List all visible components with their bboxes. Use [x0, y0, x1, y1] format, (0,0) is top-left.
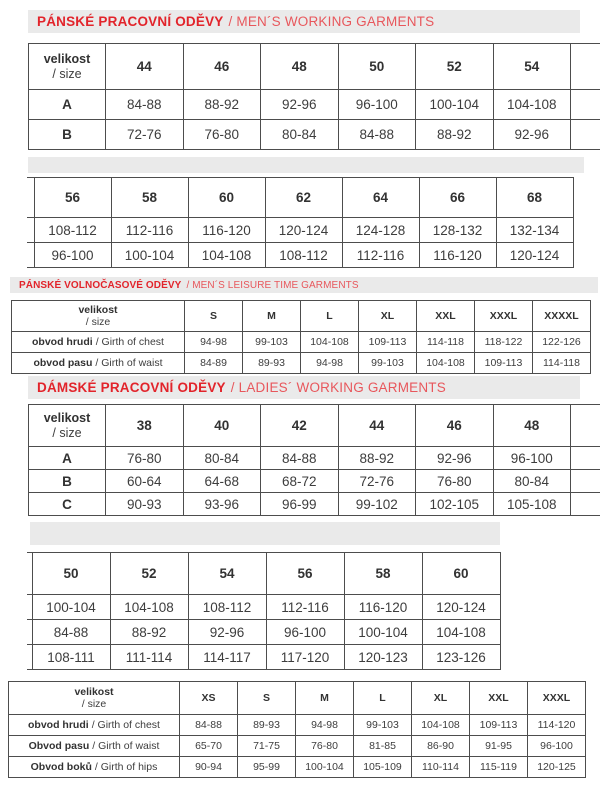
table-row: [9, 715, 586, 736]
row-label-cell: A: [29, 90, 106, 120]
measurement-cell: 96-100: [493, 447, 571, 470]
size-corner-cell: [12, 301, 185, 332]
measurement-cell: 117-120: [266, 645, 344, 670]
measurement-cell: 108-112: [188, 595, 266, 620]
measurement-cell: 132-134: [496, 218, 573, 243]
size-corner-cell: [29, 44, 106, 90]
measurement-cell: 114-118: [417, 332, 475, 353]
measurement-cell: 84-89: [185, 353, 243, 374]
mens-leisure-sizes-table: [11, 300, 591, 374]
corner-velikost-label: velikost: [78, 304, 118, 316]
ladies-working-title-bar: [28, 376, 580, 399]
size-header-cell: L: [354, 682, 412, 715]
cut-cell: [571, 405, 600, 447]
row-label-cell: B: [29, 120, 106, 150]
measure-label-en: / Girth of waist: [95, 357, 163, 369]
mens-leisure-title-bar: [10, 277, 598, 293]
spacer-band: [28, 157, 584, 173]
measurement-cell: 90-93: [106, 493, 184, 516]
cut-cell: [571, 90, 600, 120]
measurement-cell: 84-88: [180, 715, 238, 736]
measurement-cell: 100-104: [296, 757, 354, 778]
measurement-cell: 96-100: [528, 736, 586, 757]
corner-size-label: / size: [52, 425, 82, 440]
measurement-cell: 114-118: [533, 353, 591, 374]
ladies-working-sizes-table-2: [27, 552, 501, 670]
measure-label-cz: obvod hrudi: [28, 719, 89, 731]
table-header-row: [12, 301, 591, 332]
ladies-working-title-cz: DÁMSKÉ PRACOVNÍ ODĚVY: [37, 380, 226, 395]
size-header-cell: S: [185, 301, 243, 332]
measurement-cell: 104-108: [188, 243, 265, 268]
measurement-cell: 65-70: [180, 736, 238, 757]
size-header-cell: M: [296, 682, 354, 715]
row-label-cell: C: [29, 493, 106, 516]
size-header-cell: 40: [183, 405, 261, 447]
measurement-cell: 64-68: [183, 470, 261, 493]
measurement-cell: 112-116: [266, 595, 344, 620]
table-row: [29, 493, 600, 516]
cut-cell: [571, 493, 600, 516]
size-header-cell: 52: [416, 44, 494, 90]
measurement-cell: 99-103: [243, 332, 301, 353]
size-header-cell: 48: [261, 44, 339, 90]
size-header-cell: 50: [338, 44, 416, 90]
measurement-cell: 128-132: [419, 218, 496, 243]
measurement-cell: 104-108: [301, 332, 359, 353]
cut-cell: [571, 447, 600, 470]
corner-velikost-label: velikost: [43, 51, 91, 66]
table-row: [29, 447, 600, 470]
measurement-cell: 124-128: [342, 218, 419, 243]
size-header-cell: 60: [422, 553, 500, 595]
ladies-measure-sizes-table: [8, 681, 586, 778]
size-header-cell: 48: [493, 405, 571, 447]
table-row: [29, 120, 600, 150]
size-header-cell: 50: [32, 553, 110, 595]
measurement-cell: 118-122: [475, 332, 533, 353]
measurement-cell: 105-109: [354, 757, 412, 778]
table-row: [29, 90, 600, 120]
table-row: [12, 353, 591, 374]
measurement-cell: 80-84: [493, 470, 571, 493]
table-row: [12, 332, 591, 353]
row-label-cell: [9, 736, 180, 757]
measurement-cell: 88-92: [110, 620, 188, 645]
spacer-band: [30, 522, 500, 545]
table-row: [27, 243, 573, 268]
size-header-cell: 54: [188, 553, 266, 595]
mens-working-sizes-table-2: [27, 177, 574, 268]
ladies-working-sizes-table-1: [28, 404, 600, 516]
measurement-cell: 86-90: [412, 736, 470, 757]
measurement-cell: 99-103: [354, 715, 412, 736]
measurement-cell: 104-108: [417, 353, 475, 374]
cut-cell: [27, 218, 34, 243]
row-label-cell: [12, 353, 185, 374]
size-header-cell: 44: [338, 405, 416, 447]
measurement-cell: 90-94: [180, 757, 238, 778]
size-header-cell: XXXL: [475, 301, 533, 332]
mens-leisure-title-en: / MEN´S LEISURE TIME GARMENTS: [186, 279, 359, 291]
measurement-cell: 84-88: [261, 447, 339, 470]
corner-size-label: / size: [52, 66, 82, 81]
measurement-cell: 89-93: [238, 715, 296, 736]
measurement-cell: 102-105: [416, 493, 494, 516]
size-header-cell: XXL: [417, 301, 475, 332]
measurement-cell: 114-120: [528, 715, 586, 736]
measurement-cell: 108-111: [32, 645, 110, 670]
measurement-cell: 99-103: [359, 353, 417, 374]
measurement-cell: 94-98: [296, 715, 354, 736]
measurement-cell: 76-80: [416, 470, 494, 493]
size-corner-cell: [29, 405, 106, 447]
measurement-cell: 109-113: [475, 353, 533, 374]
measurement-cell: 92-96: [416, 447, 494, 470]
measurement-cell: 104-108: [412, 715, 470, 736]
measurement-cell: 120-124: [422, 595, 500, 620]
measure-label-cz: obvod hrudi: [32, 336, 93, 348]
measurement-cell: 108-112: [265, 243, 342, 268]
measurement-cell: 91-95: [470, 736, 528, 757]
measurement-cell: 95-99: [238, 757, 296, 778]
measurement-cell: 96-99: [261, 493, 339, 516]
measurement-cell: 100-104: [32, 595, 110, 620]
measurement-cell: 120-124: [265, 218, 342, 243]
measurement-cell: 99-102: [338, 493, 416, 516]
size-header-cell: 66: [419, 178, 496, 218]
cut-cell: [571, 470, 600, 493]
measurement-cell: 104-108: [422, 620, 500, 645]
corner-velikost-label: velikost: [74, 686, 114, 698]
measurement-cell: 72-76: [338, 470, 416, 493]
table-row: [27, 620, 500, 645]
size-header-cell: XXXXL: [533, 301, 591, 332]
measurement-cell: 88-92: [416, 120, 494, 150]
table-header-row: [9, 682, 586, 715]
measurement-cell: 123-126: [422, 645, 500, 670]
measurement-cell: 105-108: [493, 493, 571, 516]
measurement-cell: 88-92: [338, 447, 416, 470]
size-header-cell: 58: [344, 553, 422, 595]
size-header-cell: M: [243, 301, 301, 332]
measurement-cell: 96-100: [266, 620, 344, 645]
corner-velikost-label: velikost: [43, 410, 91, 425]
size-header-cell: 54: [493, 44, 571, 90]
measurement-cell: 72-76: [106, 120, 184, 150]
cut-cell: [571, 44, 600, 90]
measurement-cell: 93-96: [183, 493, 261, 516]
measurement-cell: 80-84: [261, 120, 339, 150]
measurement-cell: 60-64: [106, 470, 184, 493]
measure-label-cz: Obvod boků: [30, 761, 92, 773]
corner-size-label: / size: [81, 698, 107, 710]
size-header-cell: 60: [188, 178, 265, 218]
measurement-cell: 110-114: [412, 757, 470, 778]
measurement-cell: 92-96: [261, 90, 339, 120]
measurement-cell: 92-96: [188, 620, 266, 645]
table-row: [27, 218, 573, 243]
measure-label-en: / Girth of chest: [91, 719, 160, 731]
measurement-cell: 122-126: [533, 332, 591, 353]
measurement-cell: 84-88: [338, 120, 416, 150]
measurement-cell: 112-116: [342, 243, 419, 268]
measurement-cell: 120-125: [528, 757, 586, 778]
size-header-cell: 52: [110, 553, 188, 595]
measurement-cell: 71-75: [238, 736, 296, 757]
cut-cell: [571, 120, 600, 150]
measurement-cell: 94-98: [301, 353, 359, 374]
size-corner-cell: [9, 682, 180, 715]
mens-working-title-cz: PÁNSKÉ PRACOVNÍ ODĚVY: [37, 14, 224, 29]
size-header-cell: XXL: [470, 682, 528, 715]
row-label-cell: A: [29, 447, 106, 470]
measurement-cell: 76-80: [106, 447, 184, 470]
table-row: [27, 645, 500, 670]
size-header-cell: XL: [412, 682, 470, 715]
size-header-cell: L: [301, 301, 359, 332]
measurement-cell: 116-120: [188, 218, 265, 243]
table-row: [29, 470, 600, 493]
table-row: [9, 757, 586, 778]
measurement-cell: 68-72: [261, 470, 339, 493]
measure-label-en: / Girth of waist: [92, 740, 160, 752]
measurement-cell: 76-80: [296, 736, 354, 757]
table-row: [27, 595, 500, 620]
measurement-cell: 104-108: [110, 595, 188, 620]
table-header-row: [29, 405, 600, 447]
measurement-cell: 76-80: [183, 120, 261, 150]
size-header-cell: 44: [106, 44, 184, 90]
measurement-cell: 120-123: [344, 645, 422, 670]
measurement-cell: 112-116: [111, 218, 188, 243]
size-header-cell: 56: [266, 553, 344, 595]
size-header-cell: XL: [359, 301, 417, 332]
ladies-working-title-en: / LADIES´ WORKING GARMENTS: [230, 380, 446, 395]
measurement-cell: 108-112: [34, 218, 111, 243]
measurement-cell: 94-98: [185, 332, 243, 353]
measurement-cell: 104-108: [493, 90, 571, 120]
row-label-cell: [12, 332, 185, 353]
measurement-cell: 80-84: [183, 447, 261, 470]
size-header-cell: S: [238, 682, 296, 715]
measurement-cell: 115-119: [470, 757, 528, 778]
measurement-cell: 96-100: [338, 90, 416, 120]
size-header-cell: 46: [416, 405, 494, 447]
measurement-cell: 116-120: [419, 243, 496, 268]
measurement-cell: 84-88: [106, 90, 184, 120]
table-row: [9, 736, 586, 757]
row-label-cell: B: [29, 470, 106, 493]
table-header-row: [29, 44, 600, 90]
measure-label-en: / Girth of chest: [95, 336, 164, 348]
measurement-cell: 84-88: [32, 620, 110, 645]
mens-working-title-bar: [28, 10, 580, 33]
row-label-cell: [9, 715, 180, 736]
mens-leisure-title-cz: PÁNSKÉ VOLNOČASOVÉ ODĚVY: [19, 279, 182, 291]
measure-label-cz: Obvod pasu: [28, 740, 90, 752]
table-header-row: [27, 178, 573, 218]
size-header-cell: 38: [106, 405, 184, 447]
size-header-cell: 58: [111, 178, 188, 218]
mens-working-sizes-table-1: [28, 43, 600, 150]
corner-size-label: / size: [85, 316, 111, 328]
measurement-cell: 120-124: [496, 243, 573, 268]
cut-cell: [27, 178, 34, 218]
cut-cell: [27, 243, 34, 268]
measure-label-en: / Girth of hips: [94, 761, 158, 773]
measurement-cell: 89-93: [243, 353, 301, 374]
measurement-cell: 116-120: [344, 595, 422, 620]
measurement-cell: 111-114: [110, 645, 188, 670]
measurement-cell: 88-92: [183, 90, 261, 120]
size-header-cell: 64: [342, 178, 419, 218]
size-header-cell: 68: [496, 178, 573, 218]
mens-working-title-en: / MEN´S WORKING GARMENTS: [228, 14, 435, 29]
measurement-cell: 109-113: [470, 715, 528, 736]
size-header-cell: XS: [180, 682, 238, 715]
table-header-row: [27, 553, 500, 595]
size-header-cell: 46: [183, 44, 261, 90]
measurement-cell: 100-104: [344, 620, 422, 645]
size-header-cell: 62: [265, 178, 342, 218]
size-header-cell: XXXL: [528, 682, 586, 715]
measurement-cell: 100-104: [111, 243, 188, 268]
row-label-cell: [9, 757, 180, 778]
measurement-cell: 100-104: [416, 90, 494, 120]
measurement-cell: 114-117: [188, 645, 266, 670]
size-header-cell: 56: [34, 178, 111, 218]
measurement-cell: 81-85: [354, 736, 412, 757]
measurement-cell: 96-100: [34, 243, 111, 268]
size-header-cell: 42: [261, 405, 339, 447]
measurement-cell: 109-113: [359, 332, 417, 353]
measure-label-cz: obvod pasu: [33, 357, 93, 369]
measurement-cell: 92-96: [493, 120, 571, 150]
